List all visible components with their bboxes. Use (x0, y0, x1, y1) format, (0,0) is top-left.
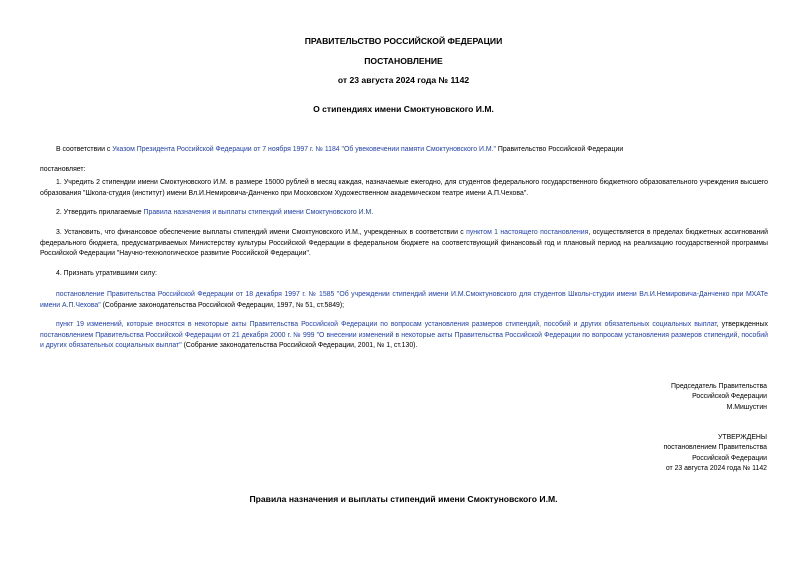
paragraph-3 (40, 228, 768, 260)
repealed-item-2-mid: , утвержденных (716, 321, 768, 328)
paragraph-3-suffix: , осуществляется в пределах бюджетных ассигнований федерального бюджета, предусматриваемых Министерству культуры Российской Федерации в федеральном бюджете на соответствующий финансовый год и плановый период на реализацию государственной программы Российской Федерации "Научно-технологическое развитие Российской Федерации". (40, 229, 768, 257)
authority-heading: ПРАВИТЕЛЬСТВО РОССИЙСКОЙ ФЕДЕРАЦИИ (304, 36, 503, 46)
rules-link[interactable]: Правила назначения и выплаты стипендий имени Смоктуновского И.М. (143, 209, 374, 216)
preamble-suffix: Правительство Российской Федерации (495, 146, 624, 153)
decree-link[interactable]: Указом Президента Российской Федерации от 7 ноября 1997 г. № 1184 "Об увековечении памяти Смоктуновского И.М." (112, 146, 496, 153)
approval-line-3: Российской Федерации (692, 454, 767, 462)
document-type: ПОСТАНОВЛЕНИЕ (364, 56, 443, 66)
paragraph-1: 1. Учредить 2 стипендии имени Смоктуновского И.М. в размере 15000 рублей в месяц каждая, назначаемые ежегодно, для студентов федерального государственного бюджетного образовательного учреждения высшего образования "Школа-студия (институт) имени Вл.И.Немировича-Данченко при Московском Художественном академическом театре имени А.П.Чехова". (40, 179, 768, 197)
signature-name: М.Мишустин (726, 403, 767, 411)
repealed-item-1 (40, 290, 768, 311)
signature-block (671, 382, 767, 413)
approval-block (664, 433, 768, 475)
point-19-link[interactable]: пункт 19 изменений, которые вносятся в некоторые акты Правительства Российской Федерации по вопросам установления размеров стипендий, пособий и других обязательных социальных выплат (56, 321, 717, 328)
signature-position: Председатель Правительства (671, 383, 767, 390)
signature-authority: Российской Федерации (692, 393, 767, 401)
paragraph-3-prefix: 3. Установить, что финансовое обеспечение выплаты стипендий имени Смоктуновского И.М., учрежденных в соответствии с (56, 229, 467, 236)
paragraph-2 (40, 208, 768, 219)
resolution-1585-link[interactable]: постановление Правительства Российской Федерации от 18 декабря 1997 г. № 1585 "Об учреждении стипендий имени И.М.Смоктуновского для студентов Школы-студии имени Вл.И.Немировича-Данченко при МХАТе имени А.П.Чехова" (40, 291, 768, 309)
repealed-item-2-suffix: (Собрание законодательства Российской Федерации, 2001, № 1, ст.130). (181, 342, 418, 349)
point-1-link[interactable]: пунктом 1 настоящего постановления (466, 229, 589, 236)
approval-line-2: постановлением Правительства (663, 444, 767, 452)
repealed-item-2 (40, 320, 768, 352)
preamble-prefix: В соответствии с (56, 146, 113, 153)
rules-title: Правила назначения и выплаты стипендий имени Смоктуновского И.М. (249, 494, 558, 504)
approval-date-number: от 23 августа 2024 года № 1142 (665, 465, 767, 473)
document-date-number: от 23 августа 2024 года № 1142 (337, 75, 470, 85)
document-title: О стипендиях имени Смоктуновского И.М. (313, 104, 494, 114)
approval-heading: УТВЕРЖДЕНЫ (718, 434, 767, 441)
resolves-line: постановляет: (40, 166, 86, 173)
paragraph-4: 4. Признать утратившими силу: (56, 270, 157, 277)
resolution-999-link[interactable]: постановлением Правительства Российской Федерации от 21 декабря 2000 г. № 999 "О внесении изменений в некоторые акты Правительства Российской Федерации по вопросам установления размеров стипендий, пособий и других обязательных социальных выплат" (40, 331, 768, 349)
preamble (40, 145, 768, 156)
repealed-item-1-suffix: (Собрание законодательства Российской Федерации, 1997, № 51, ст.5849); (100, 301, 345, 309)
paragraph-2-prefix: 2. Утвердить прилагаемые (56, 209, 144, 216)
